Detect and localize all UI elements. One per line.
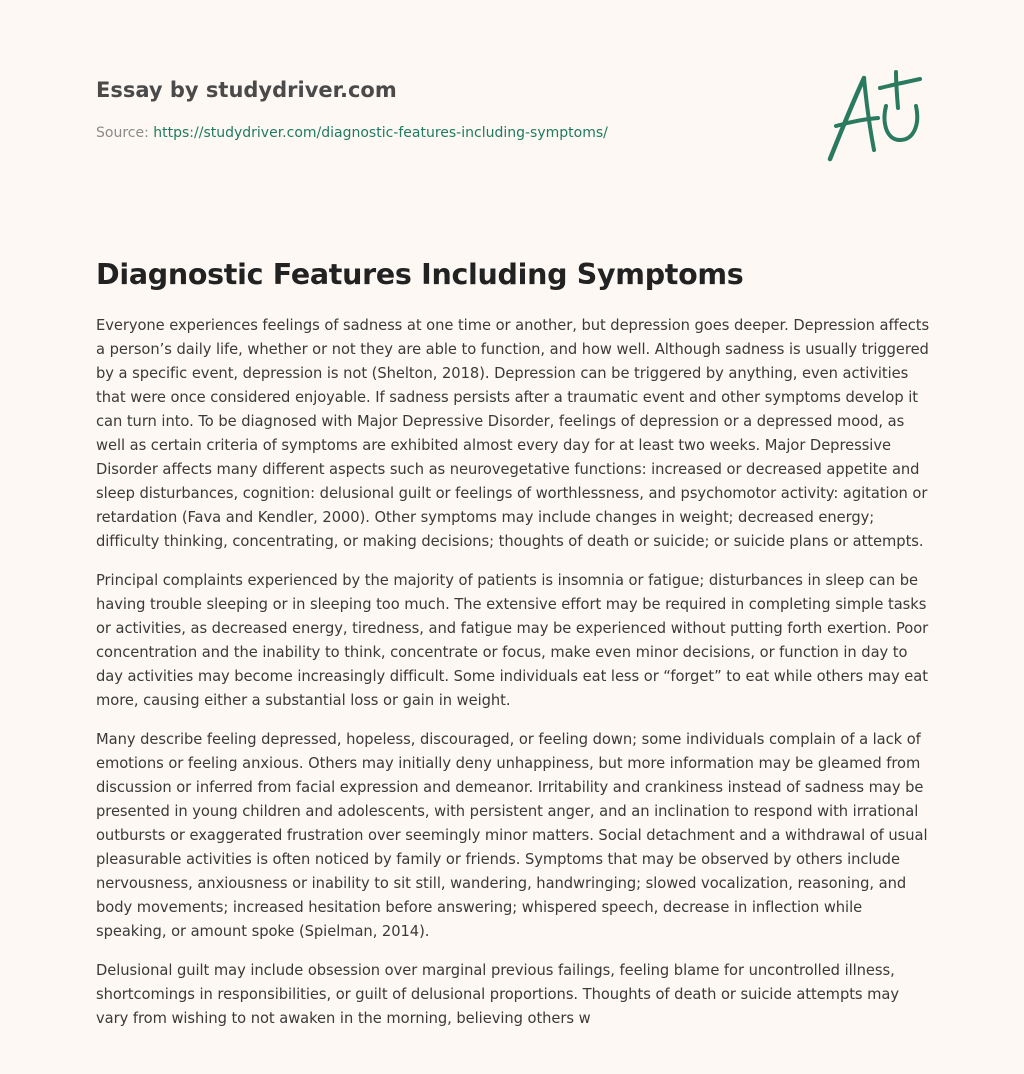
source-label: Source:: [96, 125, 149, 141]
source-line: [96, 123, 796, 143]
essay-by-heading: Essay by studydriver.com: [96, 78, 397, 102]
essay-body: [96, 314, 930, 1046]
a-plus-logo-icon: [820, 64, 930, 168]
essay-title: Diagnostic Features Including Symptoms: [96, 258, 744, 291]
essay-paragraph: Delusional guilt may include obsession over marginal previous failings, feeling blame for uncontrolled illness, shortcomings in responsibilities, or guilt of delusional proportions. Thoughts of death or suicide attempts may vary from wishing to not awaken in the morning, believing others w: [96, 962, 899, 1027]
essay-header: [96, 76, 796, 143]
essay-paragraph: Many describe feeling depressed, hopeless, discouraged, or feeling down; some individuals complain of a lack of emotions or feeling anxious. Others may initially deny unhappiness, but more information may be gleamed from discussion or inferred from facial expression and demeanor. Irritability and crankiness instead of sadness may be presented in young children and adolescents, with persistent anger, and an inclination to respond with irrational outbursts or exaggerated frustration over seemingly minor matters. Social detachment and a withdrawal of usual pleasurable activities is often noticed by family or friends. Symptoms that may be observed by others include nervousness, anxiousness or inability to sit still, wandering, handwringing; slowed vocalization, reasoning, and body movements; increased hesitation before answering; whispered speech, decrease in inflection while speaking, or amount spoke (Spielman, 2014).: [96, 731, 928, 940]
source-link[interactable]: https://studydriver.com/diagnostic-features-including-symptoms/: [153, 125, 608, 141]
essay-paragraph: Principal complaints experienced by the majority of patients is insomnia or fatigue; disturbances in sleep can be having trouble sleeping or in sleeping too much. The extensive effort may be required in completing simple tasks or activities, as decreased energy, tiredness, and fatigue may be experienced without putting forth exertion. Poor concentration and the inability to think, concentrate or focus, make even minor decisions, or function in day to day activities may become increasingly difficult. Some individuals eat less or “forget” to eat while others may eat more, causing either a substantial loss or gain in weight.: [96, 572, 929, 709]
essay-paragraph: Everyone experiences feelings of sadness at one time or another, but depression goes deeper. Depression affects a person’s daily life, whether or not they are able to function, and how well. Although sadness is usually triggered by a specific event, depression is not (Shelton, 2018). Depression can be triggered by anything, even activities that were once considered enjoyable. If sadness persists after a traumatic event and other symptoms develop it can turn into. To be diagnosed with Major Depressive Disorder, feelings of depression or a depressed mood, as well as certain criteria of symptoms are exhibited almost every day for at least two weeks. Major Depressive Disorder affects many different aspects such as neurovegetative functions: increased or decreased appetite and sleep disturbances, cognition: delusional guilt or feelings of worthlessness, and psychomotor activity: agitation or retardation (Fava and Kendler, 2000). Other symptoms may include changes in weight; decreased energy; difficulty thinking, concentrating, or making decisions; thoughts of death or suicide; or suicide plans or attempts.: [96, 317, 930, 550]
